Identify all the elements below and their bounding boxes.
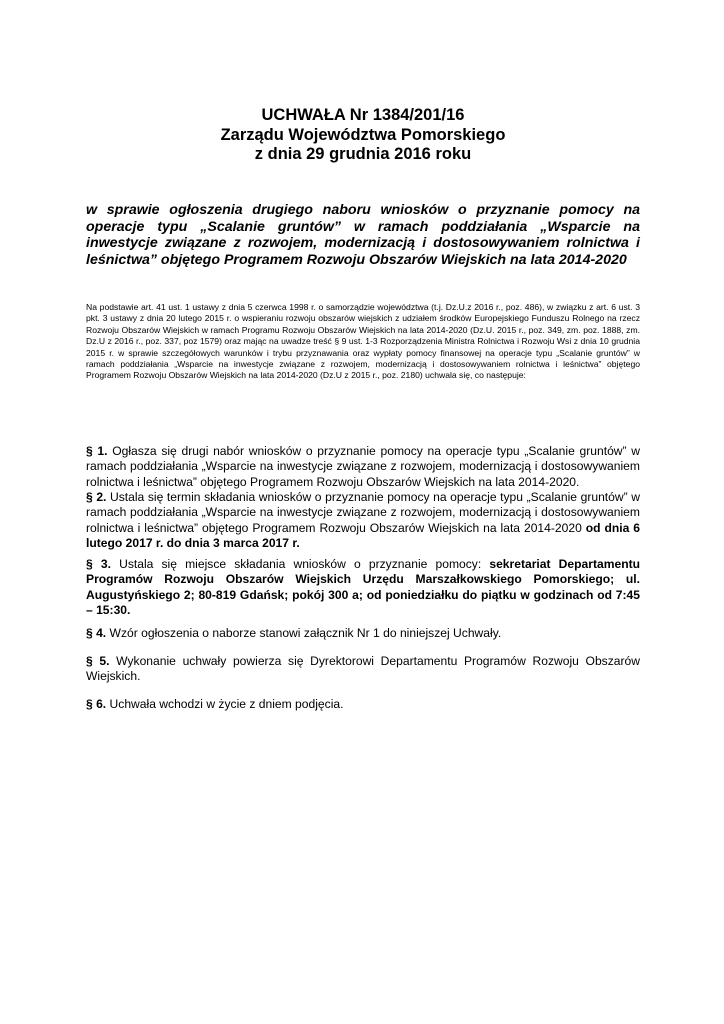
paragraph-1-marker: § 1. [86,444,108,458]
paragraph-4 [86,626,640,641]
paragraph-5-text: Wykonanie uchwały powierza się Dyrektorowi Departamentu Programów Rozwoju Obszarów Wiejskich. [86,654,640,684]
paragraph-6 [86,697,640,712]
title-line-number: UCHWAŁA Nr 1384/201/16 [261,106,465,124]
paragraph-2-dates: od dnia 6 lutego 2017 r. do dnia 3 marca 2017 r. [86,520,640,550]
paragraph-3-text: Ustala się miejsce składania wniosków o przyznanie pomocy: [110,557,490,571]
paragraph-1-text: Ogłasza się drugi nabór wniosków o przyznanie pomocy na operacje typu „Scalanie gruntów” w ramach poddziałania „Wsparcie na inwestycje związane z rozwojem, modernizacją i dostosowywaniem rolnictwa i leśnictwa” objętego Programem Rozwoju Obszarów Wiejskich na lata 2014-2020. [86,444,640,489]
paragraph-5-marker: § 5. [86,654,110,668]
paragraph-6-text: Uchwała wchodzi w życie z dniem podjęcia. [106,697,344,711]
paragraph-1 [86,444,640,490]
title-line-date: z dnia 29 grudnia 2016 roku [254,145,472,163]
legal-basis: Na podstawie art. 41 ust. 1 ustawy z dnia 5 czerwca 1998 r. o samorządzie województwa (t.j. Dz.U.z 2016 r., poz. 486), w związku z art. 6 ust. 3 pkt. 3 ustawy z dnia 20 lutego 2015 r. o wspieraniu rozwoju obszarów wiejskich z udziałem środków Europejskiego Funduszu Rolnego na rzecz Rozwoju Obszarów Wiejskich w ramach Programu Rozwoju Obszarów Wiejskich na lata 2014-2020 (Dz.U. 2015 r., poz. 349, zm. poz. 1888, zm. Dz.U z 2016 r., poz. 337, poz 1579) oraz mając na uwadze treść § 9 ust. 1-3 Rozporządzenia Ministra Rolnictwa i Rozwoju Wsi z dnia 10 grudnia 2015 r. w sprawie szczegółowych warunków i trybu przyznawania oraz wypłaty pomocy finansowej na operacje typu „Scalanie gruntów” w ramach poddziałania „Wsparcie na inwestycje związane z rozwojem, modernizacją i dostosowywaniem rolnictwa i leśnictwa” objętego Programem Rozwoju Obszarów Wiejskich na lata 2014-2020 (Dz.U z 2015 r., poz. 2180) uchwala się, co następuje: [86,302,640,381]
paragraph-4-marker: § 4. [86,626,107,640]
paragraph-2 [86,490,640,551]
paragraph-3-place: sekretariat Departamentu Programów Rozwoju Obszarów Wiejskich Urzędu Marszałkowskiego Pomorskiego; ul. Augustyńskiego 2; 80-819 Gdańsk; pokój 300 a; od poniedziałku do piątku w godzinach od 7:45 – 15:30. [86,557,640,617]
paragraph-2-marker: § 2. [86,490,107,504]
title-line-board: Zarządu Województwa Pomorskiego [220,125,506,144]
resolution-subject: w sprawie ogłoszenia drugiego naboru wniosków o przyznanie pomocy na operacje typu „Scalanie gruntów” w ramach poddziałania „Wsparcie na inwestycje związane z rozwojem, modernizacją i dostosowywaniem rolnictwa i leśnictwa” objętego Programem Rozwoju Obszarów Wiejskich na lata 2014-2020 [86,202,640,268]
paragraph-3 [86,557,640,618]
paragraph-4-text: Wzór ogłoszenia o naborze stanowi załącznik Nr 1 do niniejszej Uchwały. [106,626,502,640]
paragraph-3-marker: § 3. [86,557,111,571]
paragraph-2-text: Ustala się termin składania wniosków o przyznanie pomocy na operacje typu „Scalanie gruntów” w ramach poddziałania „Wsparcie na inwestycje związane z rozwojem, modernizacją i dostosowywaniem rolnictwa i leśnictwa” objętego Programem Rozwoju Obszarów Wiejskich na lata 2014-2020 [86,490,640,535]
resolution-title [86,106,640,165]
paragraph-6-marker: § 6. [86,697,107,711]
paragraph-5 [86,654,640,685]
document-page [86,0,640,1024]
